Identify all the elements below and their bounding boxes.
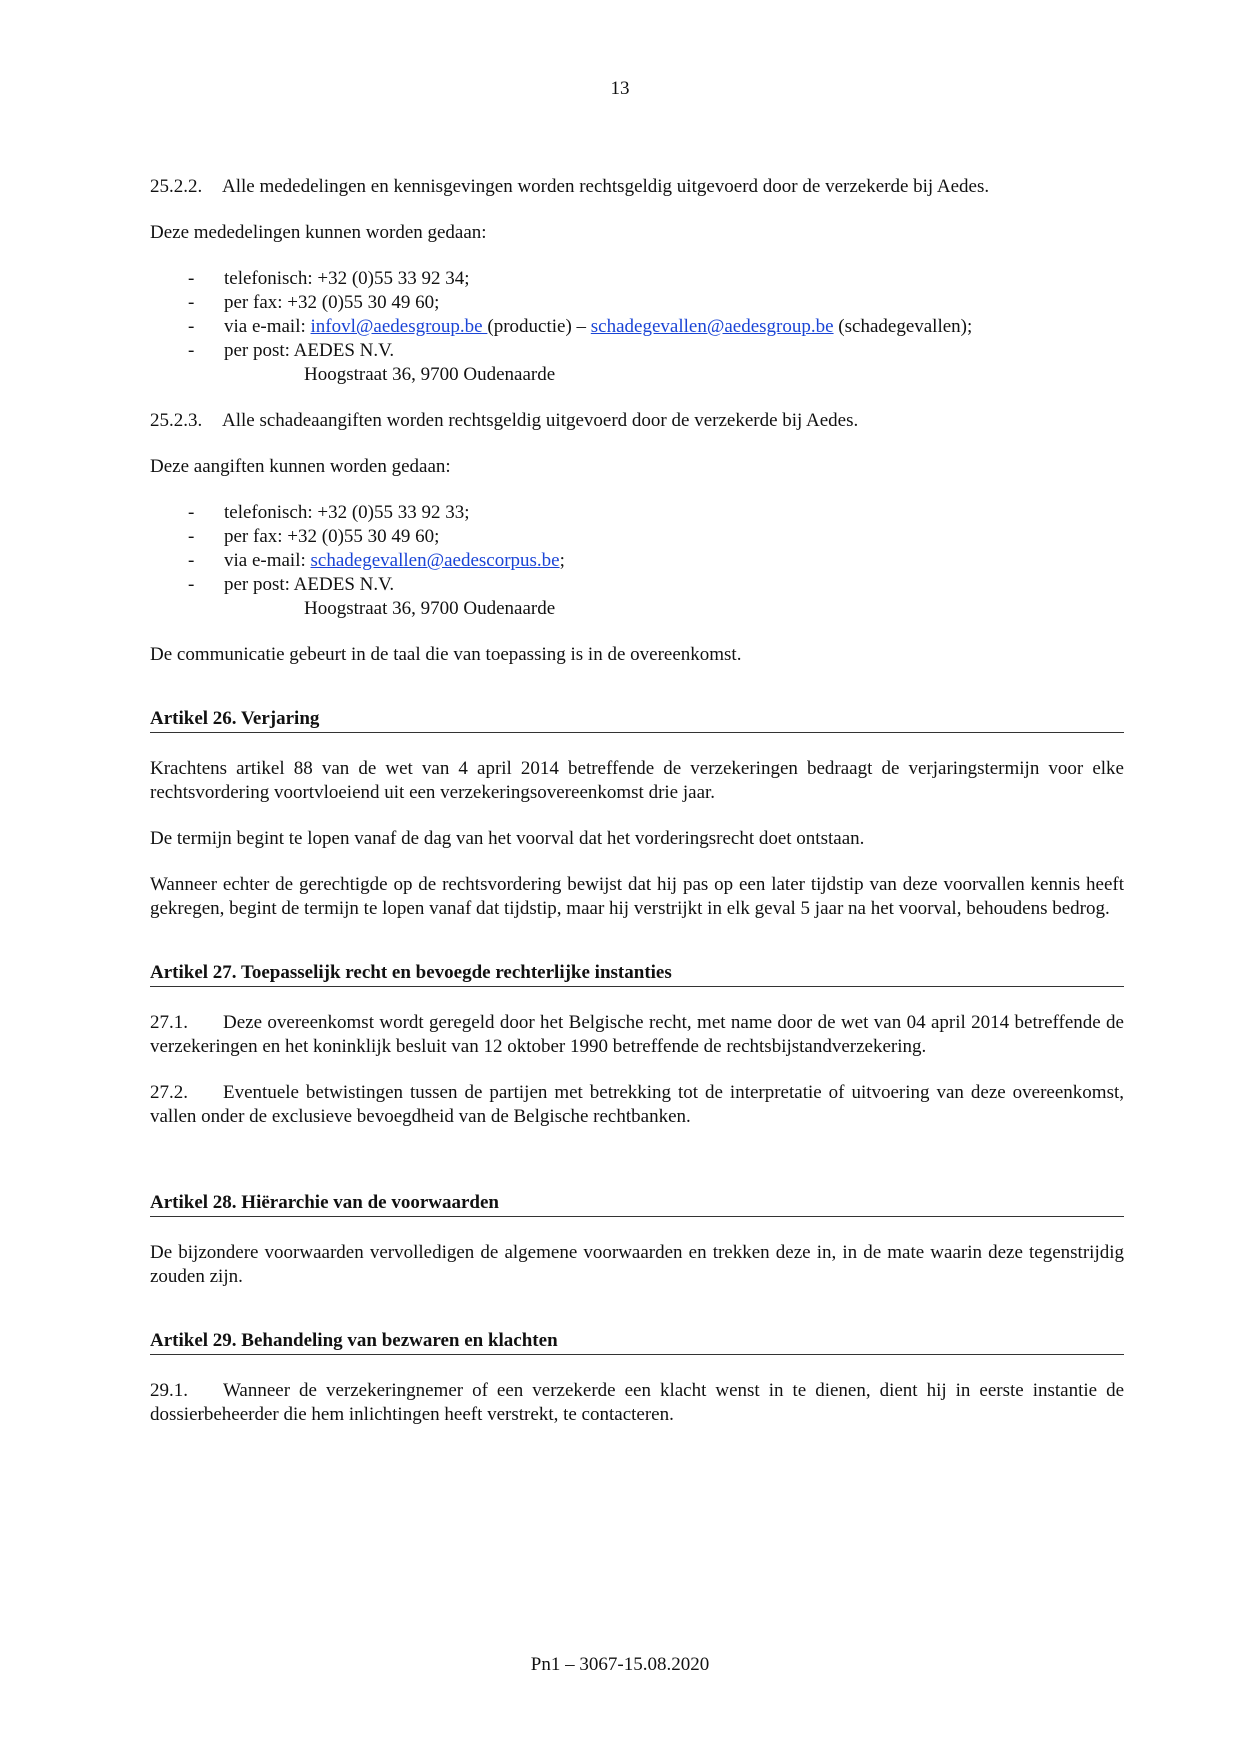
post-text: per post: AEDES N.V. (224, 574, 395, 595)
list-item (150, 549, 1124, 573)
post-address: Hoogstraat 36, 9700 Oudenaarde (304, 598, 556, 619)
section-number: 25.2.3. (150, 410, 203, 431)
list-item (150, 315, 1124, 339)
article-28-heading: Artikel 28. Hiërarchie van de voorwaarden (150, 1191, 1124, 1217)
article-27-heading: Artikel 27. Toepasselijk recht en bevoegde rechterlijke instanties (150, 961, 1124, 987)
article-26-paragraph-1: Krachtens artikel 88 van de wet van 4 april 2014 betreffende de verzekeringen bedraagt de verjaringstermijn voor elke rechtsvordering voortvloeiend uit een verzekeringsovereenkomst drie jaar. (150, 758, 1124, 803)
list-item (150, 501, 1124, 525)
paragraph-intro: Deze mededelingen kunnen worden gedaan: (150, 222, 487, 243)
fax-text: per fax: +32 (0)55 30 49 60; (224, 526, 440, 547)
post-address: Hoogstraat 36, 9700 Oudenaarde (304, 364, 556, 385)
section-25-2-3 (150, 409, 1124, 433)
clause-number: 27.2. (150, 1082, 188, 1103)
contact-list (150, 501, 1124, 597)
list-item (150, 267, 1124, 291)
phone-text: telefonisch: +32 (0)55 33 92 33; (224, 502, 470, 523)
dash-bullet: - (188, 526, 195, 547)
document-body (150, 175, 1124, 1427)
email-link-info[interactable]: infovl@aedesgroup.be (310, 316, 488, 337)
dash-bullet: - (188, 550, 195, 571)
clause-text: Eventuele betwistingen tussen de partijen met betrekking tot de interpretatie of uitvoering van deze overeenkomst, vallen onder de exclusieve bevoegdheid van de Belgische rechtbanken. (150, 1082, 1124, 1127)
email-suffix-text: ; (559, 550, 565, 571)
email-link-claims[interactable]: schadegevallen@aedescorpus.be (310, 550, 560, 571)
article-26-paragraph-3: Wanneer echter de gerechtigde op de rechtsvordering bewijst dat hij pas op een later tijdstip van deze voorvallen kennis heeft gekregen, begint de termijn te lopen vanaf dat tijdstip, maar hij verstrijkt in elk geval 5 jaar na het voorval, behoudens bedrog. (150, 874, 1124, 919)
dash-bullet: - (188, 316, 195, 337)
article-29-1 (150, 1379, 1124, 1427)
article-26-paragraph-2: De termijn begint te lopen vanaf de dag van het voorval dat het vorderingsrecht doet ontstaan. (150, 828, 865, 849)
article-27-2 (150, 1081, 1124, 1129)
phone-text: telefonisch: +32 (0)55 33 92 34; (224, 268, 470, 289)
email-label: via e-mail: (224, 550, 311, 571)
dash-bullet: - (188, 502, 195, 523)
post-text: per post: AEDES N.V. (224, 340, 395, 361)
fax-text: per fax: +32 (0)55 30 49 60; (224, 292, 440, 313)
email-mid-text: (productie) – (487, 316, 591, 337)
paragraph-intro: Deze aangiften kunnen worden gedaan: (150, 456, 451, 477)
article-26-heading: Artikel 26. Verjaring (150, 707, 1124, 733)
section-text: Alle mededelingen en kennisgevingen worden rechtsgeldig uitgevoerd door de verzekerde bij Aedes. (222, 176, 990, 197)
dash-bullet: - (188, 292, 195, 313)
article-27-1 (150, 1011, 1124, 1059)
email-label: via e-mail: (224, 316, 311, 337)
section-25-2-2 (150, 175, 1124, 199)
clause-text: Deze overeenkomst wordt geregeld door het Belgische recht, met name door de wet van 04 april 2014 betreffende de verzekeringen en het koninklijk besluit van 12 oktober 1990 betreffende de rechtsbijstandverzekering. (150, 1012, 1124, 1057)
email-suffix-text: (schadegevallen); (833, 316, 973, 337)
list-item (150, 339, 1124, 363)
dash-bullet: - (188, 268, 195, 289)
page-number: 13 (610, 78, 630, 99)
list-item (150, 573, 1124, 597)
communication-paragraph: De communicatie gebeurt in de taal die van toepassing is in de overeenkomst. (150, 644, 742, 665)
section-number: 25.2.2. (150, 176, 203, 197)
dash-bullet: - (188, 340, 195, 361)
clause-text: Wanneer de verzekeringnemer of een verzekerde een klacht wenst in te dienen, dient hij in eerste instantie de dossierbeheerder die hem inlichtingen heeft verstrekt, te contacteren. (150, 1380, 1124, 1425)
clause-number: 27.1. (150, 1012, 188, 1033)
list-item (150, 525, 1124, 549)
email-link-claims[interactable]: schadegevallen@aedesgroup.be (590, 316, 834, 337)
dash-bullet: - (188, 574, 195, 595)
section-text: Alle schadeaangiften worden rechtsgeldig uitgevoerd door de verzekerde bij Aedes. (222, 410, 859, 431)
page-footer: Pn1 – 3067-15.08.2020 (530, 1654, 710, 1675)
contact-list (150, 267, 1124, 363)
article-28-paragraph-1: De bijzondere voorwaarden vervolledigen de algemene voorwaarden en trekken deze in, in de mate waarin deze tegenstrijdig zouden zijn. (150, 1242, 1124, 1287)
clause-number: 29.1. (150, 1380, 188, 1401)
article-29-heading: Artikel 29. Behandeling van bezwaren en klachten (150, 1329, 1124, 1355)
list-item (150, 291, 1124, 315)
